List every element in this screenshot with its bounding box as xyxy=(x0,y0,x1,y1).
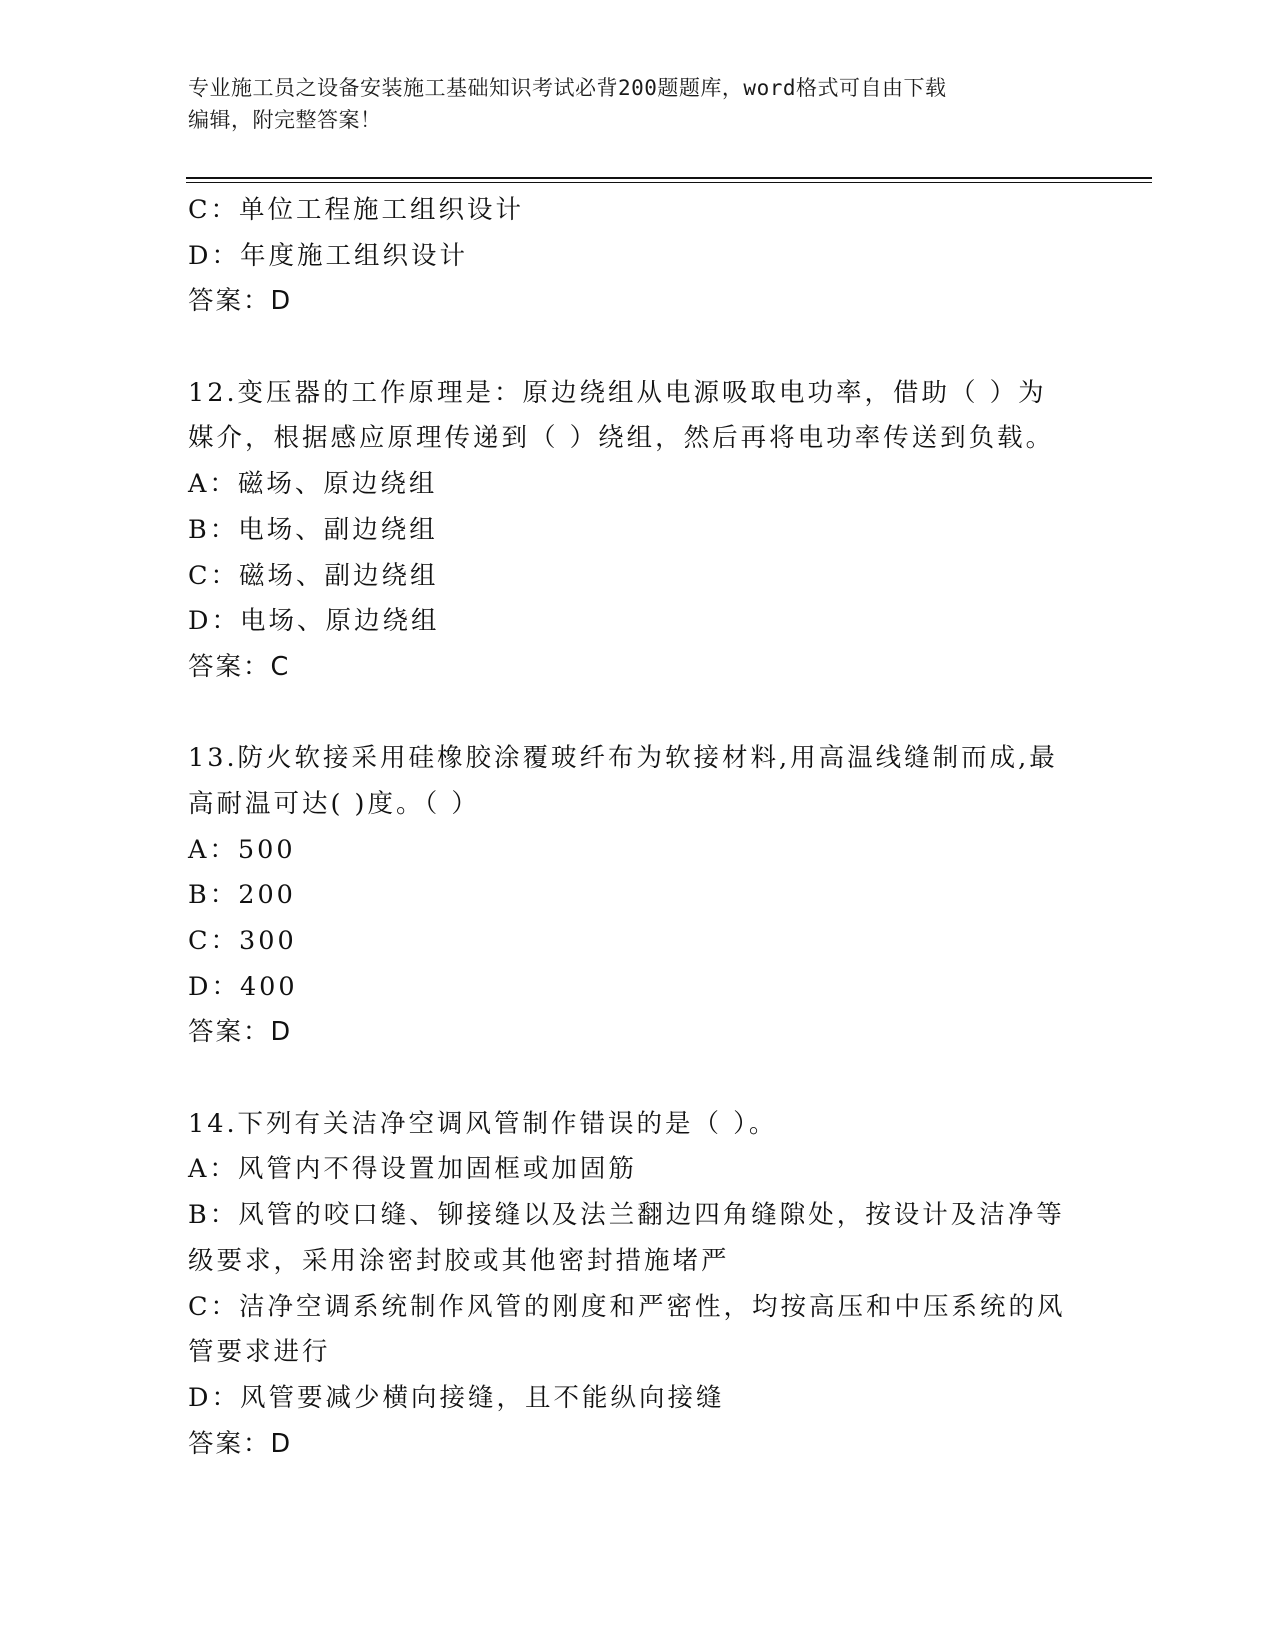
question-12-stem-line-2: 媒介，根据感应原理传递到（ ）绕组，然后再将电功率传送到负载。 xyxy=(188,423,1055,454)
question-14-option-a: A：风管内不得设置加固框或加固筋 xyxy=(188,1154,637,1185)
question-13-answer: 答案：D xyxy=(188,1017,293,1048)
question-14-option-b-line-2: 级要求，采用涂密封胶或其他密封措施堵严 xyxy=(188,1245,730,1276)
spacer xyxy=(188,325,1088,371)
question-14-stem-line-1: 14.下列有关洁净空调风管制作错误的是（ ）。 xyxy=(188,1108,778,1139)
question-13-option-b: B：200 xyxy=(188,880,296,911)
question-14-option-c-line-1: C：洁净空调系统制作风管的刚度和严密性，均按高压和中压系统的风 xyxy=(188,1291,1066,1322)
question-14 xyxy=(188,1102,1088,1468)
document-body xyxy=(188,188,1088,1467)
question-13-stem-line-1: 13.防火软接采用硅橡胶涂覆玻纤布为软接材料,用高温线缝制而成,最 xyxy=(188,743,1058,774)
question-11-option-d: D：年度施工组织设计 xyxy=(188,240,468,271)
question-12-option-d: D：电场、原边绕组 xyxy=(188,606,440,637)
spacer xyxy=(188,1056,1088,1102)
question-11-option-c: C：单位工程施工组织设计 xyxy=(188,195,525,225)
question-13-stem-line-2: 高耐温可达( )度。（ ） xyxy=(188,788,480,819)
header-divider-thick xyxy=(186,177,1152,179)
question-12-option-c: C：磁场、副边绕组 xyxy=(188,560,439,591)
question-14-option-b-line-1: B：风管的咬口缝、铆接缝以及法兰翻边四角缝隙处，按设计及洁净等 xyxy=(188,1200,1065,1231)
header-divider-thin xyxy=(186,182,1152,183)
question-14-answer: 答案：D xyxy=(188,1428,293,1459)
question-13-option-c: C：300 xyxy=(188,926,297,956)
question-12-option-a: A：磁场、原边绕组 xyxy=(188,469,438,500)
header-line-2: 编辑，附完整答案！ xyxy=(188,108,382,132)
question-14-option-d: D：风管要减少横向接缝，且不能纵向接缝 xyxy=(188,1382,725,1413)
question-12-answer: 答案：C xyxy=(188,651,291,682)
question-13-option-a: A：500 xyxy=(188,834,296,865)
question-12 xyxy=(188,371,1088,691)
header-line-1: 专业施工员之设备安装施工基础知识考试必背200题题库，word格式可自由下载 xyxy=(188,76,947,100)
question-11 xyxy=(188,188,1088,325)
question-13 xyxy=(188,736,1088,1056)
spacer xyxy=(188,691,1088,737)
question-11-answer: 答案：D xyxy=(188,286,293,317)
question-14-option-c-line-2: 管要求进行 xyxy=(188,1337,331,1368)
document-header xyxy=(188,72,1088,136)
question-12-option-b: B：电场、副边绕组 xyxy=(188,514,438,545)
question-12-stem-line-1: 12.变压器的工作原理是：原边绕组从电源吸取电功率，借助（ ）为 xyxy=(188,377,1047,408)
question-13-option-d: D：400 xyxy=(188,971,298,1002)
